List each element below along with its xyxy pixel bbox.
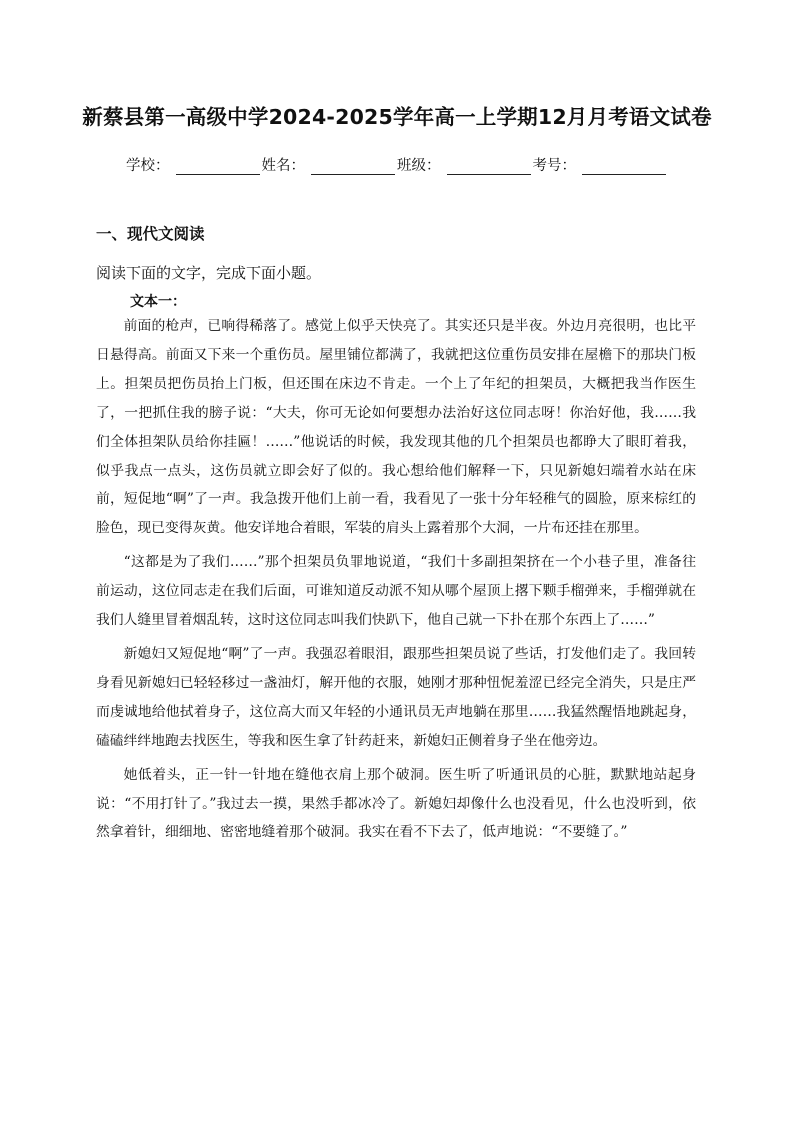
exam-title: 新蔡县第一高级中学2024-2025学年高一上学期12月月考语文试卷 [82,105,712,129]
passage-paragraph: 前面的枪声，已响得稀落了。感觉上似乎天快亮了。其实还只是半夜。外边月亮很明，也比平日悬得高。前面又下来一个重伤员。屋里铺位都满了，我就把这位重伤员安排在屋檐下的那块门板上。担架员把伤员抬上门板，但还围在床边不肯走。一个上了年纪的担架员，大概把我当作医生了，一把抓住我的膀子说：“大夫，你可无论如何要想办法治好这位同志呀！你治好他，我……我们全体担架队员给你挂匾！……”他说话的时候，我发现其他的几个担架员也都睁大了眼盯着我，似乎我点一点头，这伤员就立即会好了似的。我心想给他们解释一下，只见新媳妇端着水站在床前，短促地“啊”了一声。我急拨开他们上前一看，我看见了一张十分年轻稚气的圆脸，原来棕红的脸色，现已变得灰黄。他安详地合着眼，军装的肩头上露着那个大洞，一片布还挂在那里。 [96,318,696,537]
student-info-line [126,154,668,175]
text-one-label: 文本一： [130,294,186,310]
name-label: 姓名： [261,158,305,174]
passage-paragraph: 她低着头，正一针一针地在缝他衣肩上那个破洞。医生听了听通讯员的心脏，默默地站起身说：“不用打针了。”我过去一摸，果然手都冰冷了。新媳妇却像什么也没看见，什么也没听到，依然拿着针，细细地、密密地缝着那个破洞。我实在看不下去了，低声地说：“不要缝了。” [96,766,696,841]
name-blank [311,158,395,175]
passage-body [96,312,696,847]
section-heading: 一、现代文阅读 [96,225,205,243]
exam-number-blank [582,158,666,175]
exam-number-label: 考号： [532,158,576,174]
passage-paragraph: 新媳妇又短促地“啊”了一声。我强忍着眼泪，跟那些担架员说了些话，打发他们走了。我回转身看见新媳妇已轻轻移过一盏油灯，解开他的衣服，她刚才那种忸怩羞涩已经完全消失，只是庄严而虔诚地给他拭着身子，这位高大而又年轻的小通讯员无声地躺在那里……我猛然醒悟地跳起身，磕磕绊绊地跑去找医生，等我和医生拿了针药赶来，新媳妇正侧着身子坐在他旁边。 [96,645,696,749]
school-label: 学校： [126,158,170,174]
school-blank [176,158,260,175]
class-label: 班级： [397,158,441,174]
passage-paragraph: “这都是为了我们……”那个担架员负罪地说道，“我们十多副担架挤在一个小巷子里，准备往前运动，这位同志走在我们后面，可谁知道反动派不知从哪个屋顶上撂下颗手榴弹来，手榴弹就在我们人缝里冒着烟乱转，这时这位同志叫我们快趴下，他自己就一下扑在那个东西上了……” [96,554,696,629]
reading-instruction: 阅读下面的文字，完成下面小题。 [96,264,322,282]
class-blank [447,158,531,175]
